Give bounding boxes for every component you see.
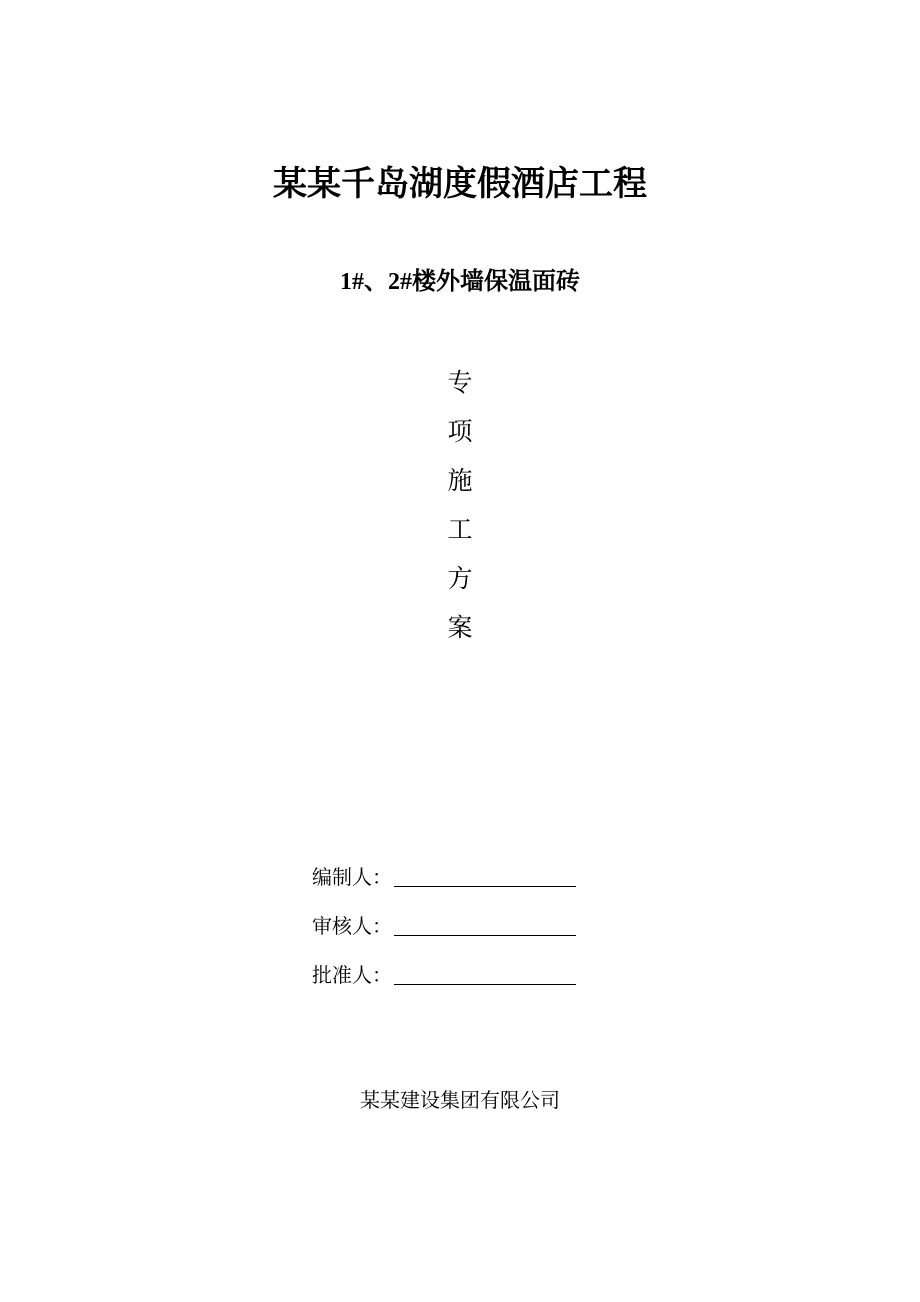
approver-label: 批准人：	[312, 963, 392, 987]
reviewer-signature-line	[394, 911, 576, 936]
vertical-title-char: 专	[447, 368, 473, 397]
compiler-signature-line	[394, 862, 576, 887]
approver-signature-line	[394, 960, 576, 985]
compiler-label: 编制人：	[312, 865, 392, 889]
company-name: 某某建设集团有限公司	[360, 1088, 560, 1112]
page-subtitle: 1#、2#楼外墙保温面砖	[340, 269, 580, 295]
vertical-doc-type-title	[430, 358, 490, 652]
signature-row-reviewer	[312, 891, 612, 940]
signature-row-approver	[312, 940, 612, 989]
vertical-title-char: 项	[447, 417, 473, 446]
page-title: 某某千岛湖度假酒店工程	[273, 164, 647, 204]
signature-row-compiler	[312, 842, 612, 891]
vertical-title-char: 工	[447, 515, 473, 544]
vertical-title-char: 方	[447, 564, 473, 593]
signature-block	[312, 842, 612, 989]
reviewer-label: 审核人：	[312, 914, 392, 938]
vertical-title-char: 案	[447, 613, 473, 642]
vertical-title-char: 施	[447, 466, 473, 495]
